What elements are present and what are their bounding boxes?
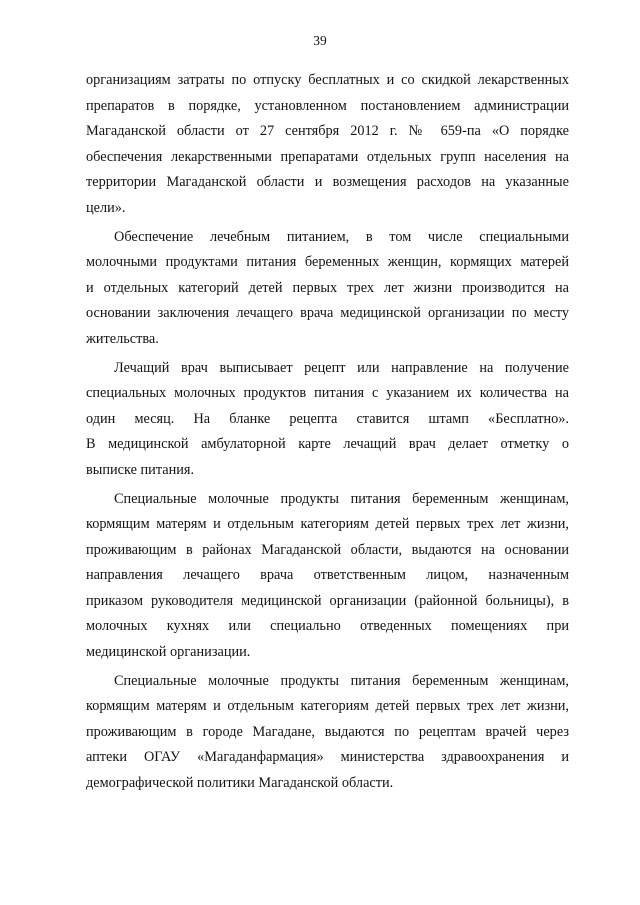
text-line: Лечащий врач выписывает рецепт или направление на получение <box>114 359 569 376</box>
text-line: Магаданской области от 27 сентября 2012 г. № 659-па «О порядке <box>86 123 569 140</box>
text-line: организациям затраты по отпуску бесплатных и со скидкой лекарственных <box>86 72 569 88</box>
text-line: приказом руководителя медицинской организации (районной больницы), в <box>86 592 569 609</box>
paragraph-5 <box>86 669 569 797</box>
text-line: Специальные молочные продукты питания беременным женщинам, <box>114 672 569 689</box>
page-number: 39 <box>313 33 327 48</box>
text-line: аптеки ОГАУ «Магаданфармация» министерства здравоохранения и <box>86 749 569 766</box>
text-line: препаратов в порядке, установленном постановлением администрации <box>86 97 569 114</box>
paragraph-2 <box>86 225 569 353</box>
text-line: молочными продуктами питания беременных женщин, кормящих матерей <box>86 254 569 271</box>
document-body <box>86 68 569 797</box>
text-line: и отдельных категорий детей первых трех лет жизни производится на <box>86 279 569 296</box>
text-line: основании заключения лечащего врача медицинской организации по месту <box>86 305 569 322</box>
paragraph-4 <box>86 487 569 666</box>
text-line: Обеспечение лечебным питанием, в том числе специальными <box>114 228 569 245</box>
text-line: проживающим в районах Магаданской области, выдаются на основании <box>86 541 569 558</box>
text-line: территории Магаданской области и возмещения расходов на указанные <box>86 174 569 191</box>
text-line: обеспечения лекарственными препаратами отдельных групп населения на <box>86 148 569 165</box>
text-line: кормящим матерям и отдельным категориям детей первых трех лет жизни, <box>86 698 569 715</box>
text-line: молочных кухнях или специально отведенных помещениях при <box>86 618 569 635</box>
text-line: медицинской организации. <box>86 644 251 661</box>
text-line: проживающим в городе Магадане, выдаются по рецептам врачей через <box>86 723 569 740</box>
text-line: кормящим матерям и отдельным категориям детей первых трех лет жизни, <box>86 516 569 533</box>
text-line: направления лечащего врача ответственным лицом, назначенным <box>86 567 569 584</box>
text-line: жительства. <box>86 330 159 347</box>
text-line: В медицинской амбулаторной карте лечащий врач делает отметку о <box>86 436 569 453</box>
text-line: один месяц. На бланке рецепта ставится штамп «Бесплатно». <box>86 410 569 427</box>
text-line: выписке питания. <box>86 461 195 478</box>
text-line: демографической политики Магаданской области. <box>86 775 394 792</box>
paragraph-3 <box>86 356 569 484</box>
text-line: Специальные молочные продукты питания беременным женщинам, <box>114 490 569 507</box>
text-line: специальных молочных продуктов питания с указанием их количества на <box>86 385 569 402</box>
text-line: цели». <box>86 199 126 216</box>
paragraph-1 <box>86 68 569 222</box>
